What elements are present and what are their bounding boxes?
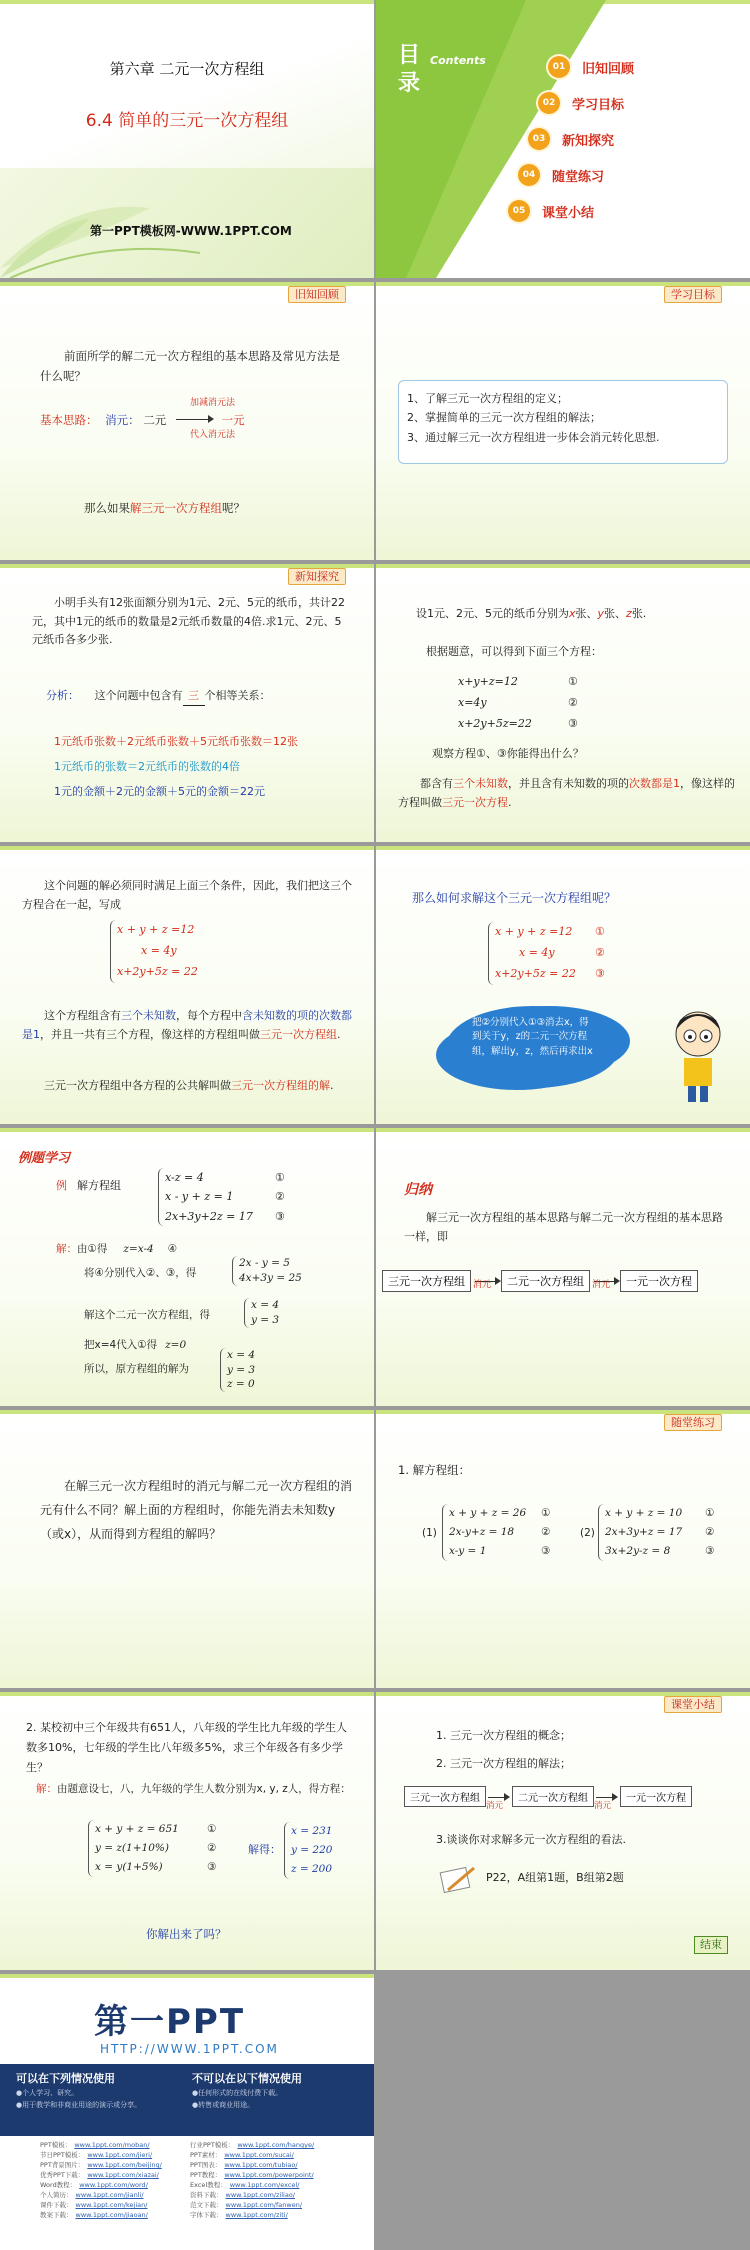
summary-item-3: 3.谈谈你对求解多元一次方程组的看法.: [436, 1833, 626, 1846]
relation-2: 1元纸币的张数＝2元纸币的张数的4倍: [54, 760, 240, 773]
relation-1: 1元纸币张数＋2元纸币张数＋5元纸币张数＝12张: [54, 735, 298, 748]
resource-link[interactable]: PPT模板： www.1ppt.com/moban/: [40, 2141, 150, 2149]
review-question: 前面所学的解二元一次方程组的基本思路及常见方法是什么呢？: [40, 349, 340, 384]
word-solution: x = 231 y = 220 z = 200: [284, 1822, 332, 1879]
elimination-label: 消元：: [105, 413, 140, 427]
section-tag: 旧知回顾: [288, 286, 346, 303]
induction-text: 解三元一次方程组的基本思路与解二元一次方程组的基本思路一样，即: [404, 1211, 723, 1244]
example-system: x-z = 4 ① x - y + z = 1 ② 2x+3y+2z = 17 ③: [158, 1168, 285, 1226]
toc-number-badge: 05: [508, 200, 530, 222]
relation-3: 1元的金额＋2元的金额＋5元的金额＝22元: [54, 785, 265, 798]
resource-link[interactable]: PPT教程： www.1ppt.com/powerpoint/: [190, 2171, 314, 2179]
ppt-logo: 第一PPT: [94, 2002, 246, 2042]
problem-text: 小明手头有12张面额分别为1元、2元、5元的纸币，共计22元，其中1元的纸币的数量是2元纸币数量的4倍.求1元、2元、5元纸币各多少张.: [32, 596, 345, 647]
solution-definition: 三元一次方程组中各方程的公共解叫做三元一次方程组的解.: [44, 1079, 334, 1092]
goal-2: 2、掌握简单的三元一次方程组的解法；: [407, 411, 601, 425]
usage-band: 可以在下列情况使用 ●个人学习、研究。 ●用于教学和非商业用途的演示或分享。 不可以在以下情况使用 ●任何形式的在线付费下载。 ●转售或商业用途。: [0, 2064, 374, 2136]
accord-line: 根据题意，可以得到下面三个方程：: [426, 645, 602, 658]
then-question: 那么如果解三元一次方程组呢？: [84, 501, 245, 515]
leaf-decoration: [0, 158, 374, 278]
resource-link[interactable]: Excel教程： www.1ppt.com/excel/: [190, 2181, 300, 2189]
method-bottom: 代入消元法: [190, 430, 236, 440]
resource-link[interactable]: 个人简历： www.1ppt.com/jianli/: [40, 2191, 144, 2199]
toc-number-badge: 04: [518, 164, 540, 186]
toc-item[interactable]: [548, 56, 634, 78]
part-2-label: (2): [580, 1527, 595, 1539]
resource-link[interactable]: 课件下载： www.1ppt.com/kejian/: [40, 2201, 148, 2209]
slide-review: [0, 282, 374, 560]
resource-link[interactable]: 教案下载： www.1ppt.com/jiaoan/: [40, 2211, 148, 2219]
induction-title: 归纳: [404, 1182, 432, 1198]
toc-label: 学习目标: [572, 97, 625, 113]
slide-practice: [376, 1410, 750, 1688]
toc-label: 旧知回顾: [582, 61, 635, 77]
slide-equations: [376, 564, 750, 842]
idea-row: [40, 398, 360, 470]
slide-goals: [376, 282, 750, 560]
slide-summary-idea: [376, 1128, 750, 1406]
resource-link[interactable]: PPT背景图片： www.1ppt.com/beijing/: [40, 2161, 162, 2169]
section-tag: 新知探究: [288, 568, 346, 585]
solution-setup: 解：由题意设七，八，九年级的学生人数分别为x, y, z人，得方程：: [36, 1783, 351, 1795]
summary-item-1: 1. 三元一次方程组的概念；: [436, 1729, 571, 1742]
flow-box-2: 二元一次方程组: [501, 1270, 590, 1292]
system-definition: 这个方程组含有三个未知数，每个方程中含未知数的项的次数都是1，并且一共有三个方程，像这样的方程组叫做三元一次方程组.: [22, 1009, 352, 1042]
lesson-title: 6.4 简单的三元一次方程组: [85, 111, 289, 131]
toc-label: 课堂小结: [542, 205, 595, 221]
done-question: 你解出来了吗？: [146, 1927, 227, 1941]
flow-box-1: 三元一次方程组: [382, 1270, 471, 1292]
end-button[interactable]: 结束: [694, 1936, 728, 1954]
toc-number-badge: 01: [548, 56, 570, 78]
resource-link[interactable]: 优秀PPT下载： www.1ppt.com/xiazai/: [40, 2171, 159, 2179]
cloud-text: 把②分别代入①③消去x，得到关于y，z的二元一次方程组，解出y，z，然后再求出x: [472, 1017, 593, 1057]
toc-label: 新知探究: [562, 133, 615, 149]
eq-list: x+y+z=12 ① x=4y ② x+2y+5z=22 ③: [458, 675, 578, 730]
slide-system-def: [0, 846, 374, 1124]
contents-mu: 目: [398, 43, 421, 68]
student-figure: [668, 1006, 728, 1106]
summary-box-1: 三元一次方程组: [404, 1786, 486, 1807]
analysis-row: 分析： 这个问题中包含有 三 个相等关系：: [46, 686, 271, 706]
example-label: 例 解方程组: [56, 1179, 121, 1192]
practice-question: 1. 解方程组：: [398, 1463, 471, 1477]
usage-allowed-title: 可以在下列情况使用: [16, 2072, 115, 2085]
resource-link[interactable]: 节日PPT模板： www.1ppt.com/jieri/: [40, 2151, 153, 2159]
unary-label: 一元: [221, 413, 245, 427]
intro-text: 这个问题的解必须同时满足上面三个条件，因此，我们把这三个方程合在一起，写成: [22, 879, 352, 912]
resource-link[interactable]: 字体下载： www.1ppt.com/ziti/: [190, 2211, 288, 2219]
slide-think: [0, 1410, 374, 1688]
toc-number-badge: 02: [538, 92, 560, 114]
system-brace: x + y + z =12 x = 4y x+2y+5z = 22: [110, 920, 198, 983]
step-5: 所以，原方程组的解为: [84, 1363, 189, 1375]
slide-example: [0, 1128, 374, 1406]
flow-box-3: 一元一次方程: [620, 1270, 698, 1292]
solved-label: 解得：: [248, 1843, 281, 1856]
toc-item[interactable]: [508, 200, 594, 222]
resource-link[interactable]: 资料下载： www.1ppt.com/ziliao/: [190, 2191, 295, 2199]
method-top: 加减消元法: [190, 398, 236, 408]
slide-contents: [376, 0, 750, 278]
step-2: 将④分别代入②、③，得: [84, 1267, 197, 1279]
homework-icon: [438, 1864, 478, 1894]
system-brace: x + y + z =12 ① x = 4y ② x+2y+5z = 22 ③: [488, 922, 655, 985]
system-3: x = 4 y = 3: [244, 1298, 279, 1328]
resource-link[interactable]: Word教程： www.1ppt.com/word/: [40, 2181, 148, 2189]
system-2: 2x - y = 5 4x+3y = 25: [232, 1256, 302, 1286]
goal-1: 1、了解三元一次方程组的定义；: [407, 392, 568, 405]
summary-flow: 三元一次方程组 消元 二元一次方程组 消元 一元一次方程: [404, 1786, 692, 1807]
word-system: x + y + z = 651 ① y = z(1+10%) ② x = y(1+5%) ③: [88, 1820, 225, 1877]
step-3: 解这个二元一次方程组，得: [84, 1309, 210, 1321]
section-tag: 课堂小结: [664, 1696, 722, 1713]
slide-footer: [0, 1974, 374, 2250]
elimination-flow: 三元一次方程组 消元 二元一次方程组 消元 一元一次方程: [382, 1270, 748, 1292]
section-tag: 随堂练习: [664, 1414, 722, 1431]
practice-system-2: x + y + z = 10 ① 2x+3y+z = 17 ② 3x+2y-z = 8 ③: [598, 1504, 725, 1561]
three-var-link: 解三元一次方程组: [130, 501, 222, 515]
goals-box: [398, 380, 728, 464]
system-5: x = 4 y = 3 z = 0: [220, 1348, 255, 1392]
contents-en: Contents: [430, 54, 486, 67]
homework-text: P22，A组第1题，B组第2题: [486, 1871, 624, 1884]
chapter-title: 第六章 二元一次方程组: [109, 60, 265, 78]
definition-text: 都含有三个未知数，并且含有未知数的项的次数都是1，像这样的方程叫做三元一次方程.: [398, 777, 735, 810]
resource-link[interactable]: 范文下载： www.1ppt.com/fanwen/: [190, 2201, 303, 2209]
word-problem: 2. 某校初中三个年级共有651人，八年级的学生比九年级的学生人数多10%，七年级的学生比八年级多5%，求三个年级各有多少学生？: [26, 1721, 347, 1774]
binary-label: 二元: [143, 413, 167, 427]
step-1: 解：由①得 z=x-4 ④: [56, 1243, 178, 1255]
slide-cover: [0, 0, 374, 278]
idea-label: 基本思路：: [40, 413, 98, 427]
site-caption: 第一PPT模板网-WWW.1PPT.COM: [90, 224, 292, 238]
how-question: 那么如何求解这个三元一次方程组呢？: [412, 891, 617, 905]
slide-how-solve: [376, 846, 750, 1124]
summary-box-3: 一元一次方程: [620, 1786, 692, 1807]
toc-number-badge: 03: [528, 128, 550, 150]
toc-item[interactable]: [518, 164, 604, 186]
slide-class-summary: [376, 1692, 750, 1970]
let-line: 设1元、2元、5元的纸币分别为x张、y张、z张.: [416, 607, 647, 620]
method-arrow: [174, 414, 214, 424]
summary-box-2: 二元一次方程组: [512, 1786, 594, 1807]
think-text: 在解三元一次方程组时的消元与解二元一次方程组的消元有什么不同？解上面的方程组时，你能先消去未知数y（或x），从而得到方程组的解吗？: [40, 1479, 353, 1541]
section-tag: 学习目标: [664, 286, 722, 303]
site-url: HTTP://WWW.1PPT.COM: [100, 2042, 279, 2056]
part-1-label: (1): [422, 1527, 437, 1539]
toc-item[interactable]: [528, 128, 614, 150]
resource-link[interactable]: 行业PPT模板： www.1ppt.com/hangye/: [190, 2141, 315, 2149]
summary-item-2: 2. 三元一次方程组的解法；: [436, 1757, 571, 1770]
usage-forbidden-title: 不可以在以下情况使用: [192, 2072, 302, 2085]
goal-3: 3、通过解三元一次方程组进一步体会消元转化思想.: [407, 430, 660, 444]
resource-link[interactable]: PPT图表： www.1ppt.com/tubiao/: [190, 2161, 298, 2169]
toc-label: 随堂练习: [552, 169, 605, 185]
contents-lu: 录: [398, 71, 421, 96]
example-title: 例题学习: [18, 1151, 71, 1166]
practice-system-1: x + y + z = 26 ① 2x-y+z = 18 ② x-y = 1 ③: [442, 1504, 559, 1561]
step-4: 把x=4代入①得 z=0: [84, 1339, 187, 1351]
slide-practice-2: [0, 1692, 374, 1970]
resource-link[interactable]: PPT素材： www.1ppt.com/sucai/: [190, 2151, 294, 2159]
observe-line: 观察方程①、③你能得出什么？: [432, 747, 584, 760]
toc-item[interactable]: [538, 92, 624, 114]
slide-explore: [0, 564, 374, 842]
